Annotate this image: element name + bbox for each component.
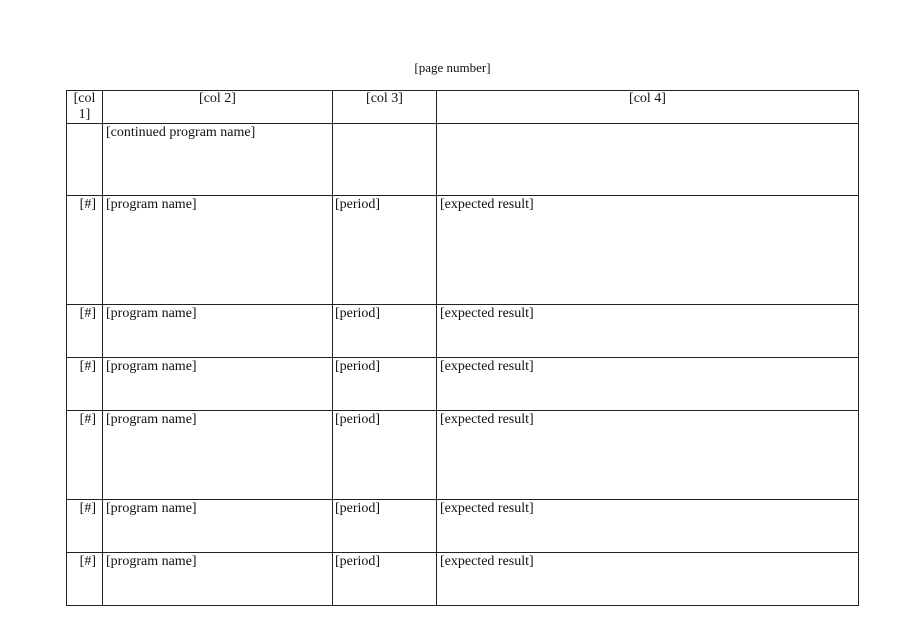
header-cell-period: [col 3] bbox=[333, 91, 437, 124]
table-header-row bbox=[67, 91, 859, 124]
program-result bbox=[437, 124, 859, 196]
program-period: [period] bbox=[333, 196, 437, 305]
row-number: [#] bbox=[67, 305, 103, 358]
program-period: [period] bbox=[333, 411, 437, 500]
program-result: [expected result] bbox=[437, 358, 859, 411]
program-name: [program name] bbox=[103, 358, 333, 411]
program-result: [expected result] bbox=[437, 500, 859, 553]
program-period: [period] bbox=[333, 305, 437, 358]
row-number: [#] bbox=[67, 358, 103, 411]
page-number: [page number] bbox=[414, 60, 491, 75]
program-result: [expected result] bbox=[437, 305, 859, 358]
program-name: [program name] bbox=[103, 553, 333, 606]
row-number: [#] bbox=[67, 500, 103, 553]
program-period bbox=[333, 124, 437, 196]
row-number: [#] bbox=[67, 196, 103, 305]
row-number: [#] bbox=[67, 411, 103, 500]
program-name: [program name] bbox=[103, 411, 333, 500]
programs-table bbox=[66, 90, 859, 606]
program-period: [period] bbox=[333, 553, 437, 606]
program-result: [expected result] bbox=[437, 553, 859, 606]
table-row bbox=[67, 358, 859, 411]
program-period: [period] bbox=[333, 500, 437, 553]
table-row bbox=[67, 411, 859, 500]
program-name: [program name] bbox=[103, 500, 333, 553]
program-name: [continued program name] bbox=[103, 124, 333, 196]
table-row bbox=[67, 500, 859, 553]
table-row bbox=[67, 553, 859, 606]
program-name: [program name] bbox=[103, 305, 333, 358]
program-result: [expected result] bbox=[437, 196, 859, 305]
program-name: [program name] bbox=[103, 196, 333, 305]
header-cell-program: [col 2] bbox=[103, 91, 333, 124]
program-result: [expected result] bbox=[437, 411, 859, 500]
header-cell-result: [col 4] bbox=[437, 91, 859, 124]
row-number bbox=[67, 124, 103, 196]
table-row bbox=[67, 305, 859, 358]
row-number: [#] bbox=[67, 553, 103, 606]
header-cell-number: [col 1] bbox=[67, 91, 103, 124]
program-period: [period] bbox=[333, 358, 437, 411]
table-row bbox=[67, 124, 859, 196]
table-row bbox=[67, 196, 859, 305]
